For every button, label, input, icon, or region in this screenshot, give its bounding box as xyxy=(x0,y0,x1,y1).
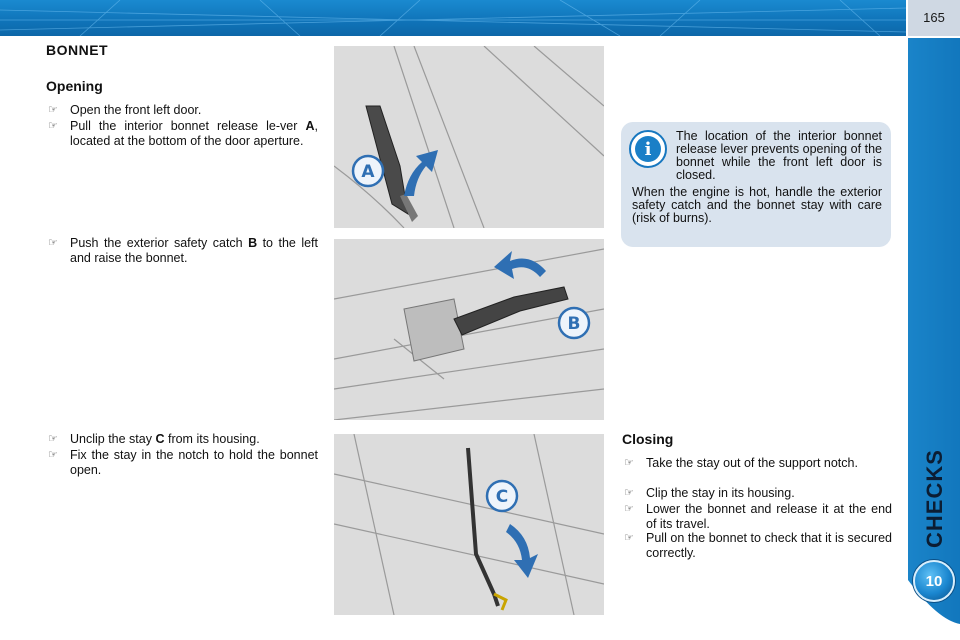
opening-step-1: ☞ Open the front left door. xyxy=(48,103,202,117)
figure-a-label: A xyxy=(361,162,375,182)
chapter-badge-number: 10 xyxy=(925,572,943,590)
closing-step-1: ☞ Take the stay out of the support notch. xyxy=(624,456,858,470)
opening-step-4: ☞ Unclip the stay C from its housing. xyxy=(48,432,260,446)
bullet-pointer-icon: ☞ xyxy=(48,433,58,445)
bullet-pointer-icon: ☞ xyxy=(48,104,58,116)
figure-exterior-safety-catch xyxy=(334,239,604,420)
opening-step-5: ☞ Fix the stay in the notch to hold the bonnet open. xyxy=(48,448,318,477)
closing-heading: Closing xyxy=(622,431,674,447)
closing-step-4: ☞ Pull on the bonnet to check that it is secured correctly. xyxy=(624,531,892,560)
figure-c-label: C xyxy=(495,487,509,507)
bullet-pointer-icon: ☞ xyxy=(624,503,634,515)
figure-interior-release-lever xyxy=(334,46,604,228)
bullet-pointer-icon: ☞ xyxy=(48,120,58,132)
stay-illustration xyxy=(334,434,604,615)
page-title: BONNET xyxy=(46,42,109,58)
section-label: CHECKS xyxy=(922,449,947,548)
reference-letter-b: B xyxy=(248,236,258,250)
bullet-pointer-icon: ☞ xyxy=(624,457,634,469)
figure-b-label: B xyxy=(567,314,581,334)
lever-illustration xyxy=(334,46,604,228)
figure-bonnet-stay xyxy=(334,434,604,615)
section-side-band xyxy=(908,38,960,640)
opening-heading: Opening xyxy=(46,78,103,94)
closing-step-3: ☞ Lower the bonnet and release it at the end of its travel. xyxy=(624,502,892,531)
closing-step-2: ☞ Clip the stay in its housing. xyxy=(624,486,795,500)
banner-grid-decoration xyxy=(0,0,906,36)
top-banner xyxy=(0,0,906,36)
info-paragraph-2: When the engine is hot, handle the exterior safety catch and the bonnet stay with care (risk of burns). xyxy=(632,185,882,225)
bullet-pointer-icon: ☞ xyxy=(48,449,58,461)
chapter-badge xyxy=(913,560,955,602)
opening-step-2: ☞ Pull the interior bonnet release le-ver A, located at the bottom of the door aperture. xyxy=(48,119,318,148)
page-number: 165 xyxy=(923,10,945,25)
info-paragraph-1: The location of the interior bonnet release lever prevents opening of the bonnet while the front left door is closed. xyxy=(676,129,882,182)
opening-step-3: ☞ Push the exterior safety catch B to the left and raise the bonnet. xyxy=(48,236,318,265)
bullet-pointer-icon: ☞ xyxy=(624,532,634,544)
info-icon: i xyxy=(629,130,667,168)
reference-letter-a: A xyxy=(305,119,315,133)
bullet-pointer-icon: ☞ xyxy=(624,487,634,499)
catch-illustration xyxy=(334,239,604,420)
reference-letter-c: C xyxy=(155,432,165,446)
bullet-pointer-icon: ☞ xyxy=(48,237,58,249)
